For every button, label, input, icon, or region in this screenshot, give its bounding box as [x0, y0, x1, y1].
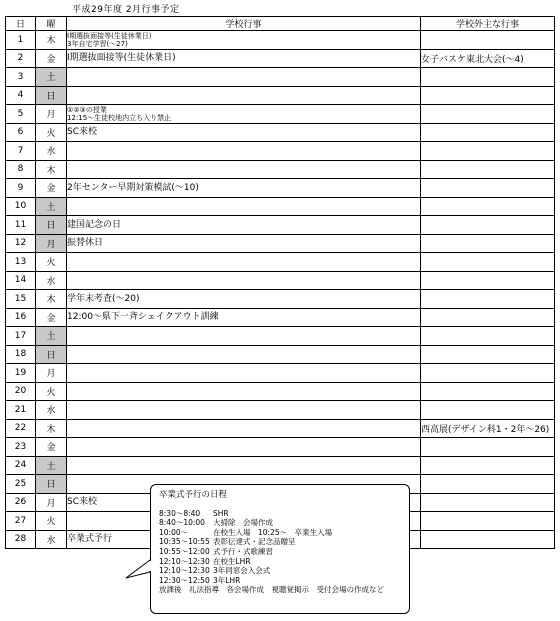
- callout-schedule-line: [159, 518, 401, 528]
- callout-schedule-line: [159, 537, 401, 547]
- weekday-cell: 水: [36, 530, 67, 549]
- weekday-cell: 日: [36, 345, 67, 364]
- callout-schedule-line: [159, 528, 401, 538]
- weekday-cell: 月: [36, 105, 67, 124]
- day-cell: 10: [6, 197, 36, 216]
- weekday-cell: 金: [36, 438, 67, 457]
- callout-footer: 放課後 礼法指導 各会場作成 視聴覚掲示 受付会場の作成など: [159, 585, 384, 595]
- weekday-cell: 日: [36, 216, 67, 235]
- school-event-text: SC来校: [67, 497, 97, 508]
- day-cell: 22: [6, 419, 36, 438]
- day-cell: 4: [6, 86, 36, 105]
- callout-time: 8:30～8:40: [159, 508, 201, 518]
- school-event-text: 12:00～県下一斉シェイクアウト訓練: [67, 312, 219, 323]
- callout-activity: 大掃除 会場作成: [213, 518, 273, 528]
- callout-activity: 表彰伝達式・記念品贈呈: [213, 537, 296, 547]
- external-event-cell: 西高展(デザイン科1・2年～26): [421, 419, 555, 438]
- graduation-rehearsal-callout: [150, 484, 410, 614]
- day-cell: 11: [6, 216, 36, 235]
- callout-schedule-line: [159, 547, 401, 557]
- callout-schedule-line: [159, 576, 401, 586]
- callout-schedule-line: [159, 509, 401, 519]
- weekday-cell: 水: [36, 271, 67, 290]
- header-school-events: 学校行事: [67, 17, 421, 31]
- external-event-cell: 女子バスケ東北大会(～4): [421, 49, 555, 68]
- day-cell: 14: [6, 271, 36, 290]
- school-event-text: 学年末考査(～20): [67, 293, 140, 304]
- weekday-cell: 火: [36, 512, 67, 531]
- weekday-cell: 火: [36, 123, 67, 142]
- callout-time: 8:40～10:00: [159, 518, 205, 528]
- weekday-cell: 土: [36, 197, 67, 216]
- callout-time: 10:35～10:55: [159, 537, 210, 547]
- day-cell: 15: [6, 290, 36, 309]
- school-event-text: 2年センター早期対策模試(～10): [67, 182, 199, 193]
- weekday-cell: 月: [36, 364, 67, 383]
- callout-activity: 在校生入場 10:25～ 卒業生入場: [213, 527, 333, 537]
- weekday-cell: 木: [36, 290, 67, 309]
- weekday-cell: 月: [36, 493, 67, 512]
- day-cell: 28: [6, 530, 36, 549]
- school-event-text: 建国記念の日: [67, 219, 122, 230]
- callout-title: 卒業式予行の日程: [159, 490, 228, 500]
- weekday-cell: 金: [36, 179, 67, 198]
- day-cell: 1: [6, 31, 36, 50]
- day-cell: 12: [6, 234, 36, 253]
- callout-activity: 在校生LHR: [213, 556, 251, 566]
- callout-activity: 3年同窓会入会式: [213, 566, 271, 576]
- school-event-text: Ⅰ期選抜面接等(生徒休業日): [67, 31, 152, 40]
- day-cell: 23: [6, 438, 36, 457]
- day-cell: 13: [6, 253, 36, 272]
- day-cell: 5: [6, 105, 36, 124]
- day-cell: 20: [6, 382, 36, 401]
- school-event-text: Ⅰ期選抜面接等(生徒休業日): [67, 53, 176, 64]
- weekday-cell: 木: [36, 160, 67, 179]
- weekday-cell: 水: [36, 401, 67, 420]
- day-cell: 7: [6, 142, 36, 161]
- callout-activity: 3年LHR: [213, 575, 241, 585]
- weekday-cell: 金: [36, 49, 67, 68]
- weekday-cell: 土: [36, 327, 67, 346]
- day-cell: 27: [6, 512, 36, 531]
- day-cell: 25: [6, 475, 36, 494]
- weekday-cell: 火: [36, 253, 67, 272]
- header-weekday: 曜: [36, 17, 67, 31]
- weekday-cell: 木: [36, 419, 67, 438]
- header-day: 日: [6, 17, 36, 31]
- callout-activity: 式予行・式歌練習: [213, 546, 273, 556]
- schedule-caption: 平成29年度 2月行事予定: [72, 5, 180, 15]
- day-cell: 9: [6, 179, 36, 198]
- school-event-text: 3年自宅学習(～27): [67, 39, 128, 48]
- callout-schedule-line: [159, 557, 401, 567]
- day-cell: 17: [6, 327, 36, 346]
- header-external-events: 学校外主な行事: [421, 17, 555, 31]
- day-cell: 2: [6, 49, 36, 68]
- callout-schedule-line: [159, 566, 401, 576]
- weekday-cell: 金: [36, 308, 67, 327]
- school-event-text: 卒業式予行: [67, 534, 113, 545]
- callout-time: 12:30～12:50: [159, 575, 210, 585]
- day-cell: 19: [6, 364, 36, 383]
- school-event-text: 12:15～生徒校地内立ち入り禁止: [67, 113, 172, 122]
- weekday-cell: 月: [36, 234, 67, 253]
- weekday-cell: 日: [36, 86, 67, 105]
- school-event-text: SC来校: [67, 127, 97, 138]
- weekday-cell: 日: [36, 475, 67, 494]
- day-cell: 3: [6, 68, 36, 87]
- weekday-cell: 土: [36, 68, 67, 87]
- day-cell: 16: [6, 308, 36, 327]
- callout-time: 12:10～12:30: [159, 556, 210, 566]
- weekday-cell: 木: [36, 31, 67, 50]
- callout-activity: SHR: [213, 508, 229, 518]
- day-cell: 24: [6, 456, 36, 475]
- weekday-cell: 水: [36, 142, 67, 161]
- day-cell: 6: [6, 123, 36, 142]
- day-cell: 18: [6, 345, 36, 364]
- day-cell: 8: [6, 160, 36, 179]
- school-event-text: 振替休日: [67, 238, 104, 249]
- weekday-cell: 火: [36, 382, 67, 401]
- weekday-cell: 土: [36, 456, 67, 475]
- callout-time: 10:55～12:00: [159, 546, 210, 556]
- callout-time: 10:00～: [159, 527, 189, 537]
- day-cell: 21: [6, 401, 36, 420]
- school-event-text: ①②③の授業: [67, 105, 107, 114]
- day-cell: 26: [6, 493, 36, 512]
- callout-time: 12:10～12:30: [159, 566, 210, 576]
